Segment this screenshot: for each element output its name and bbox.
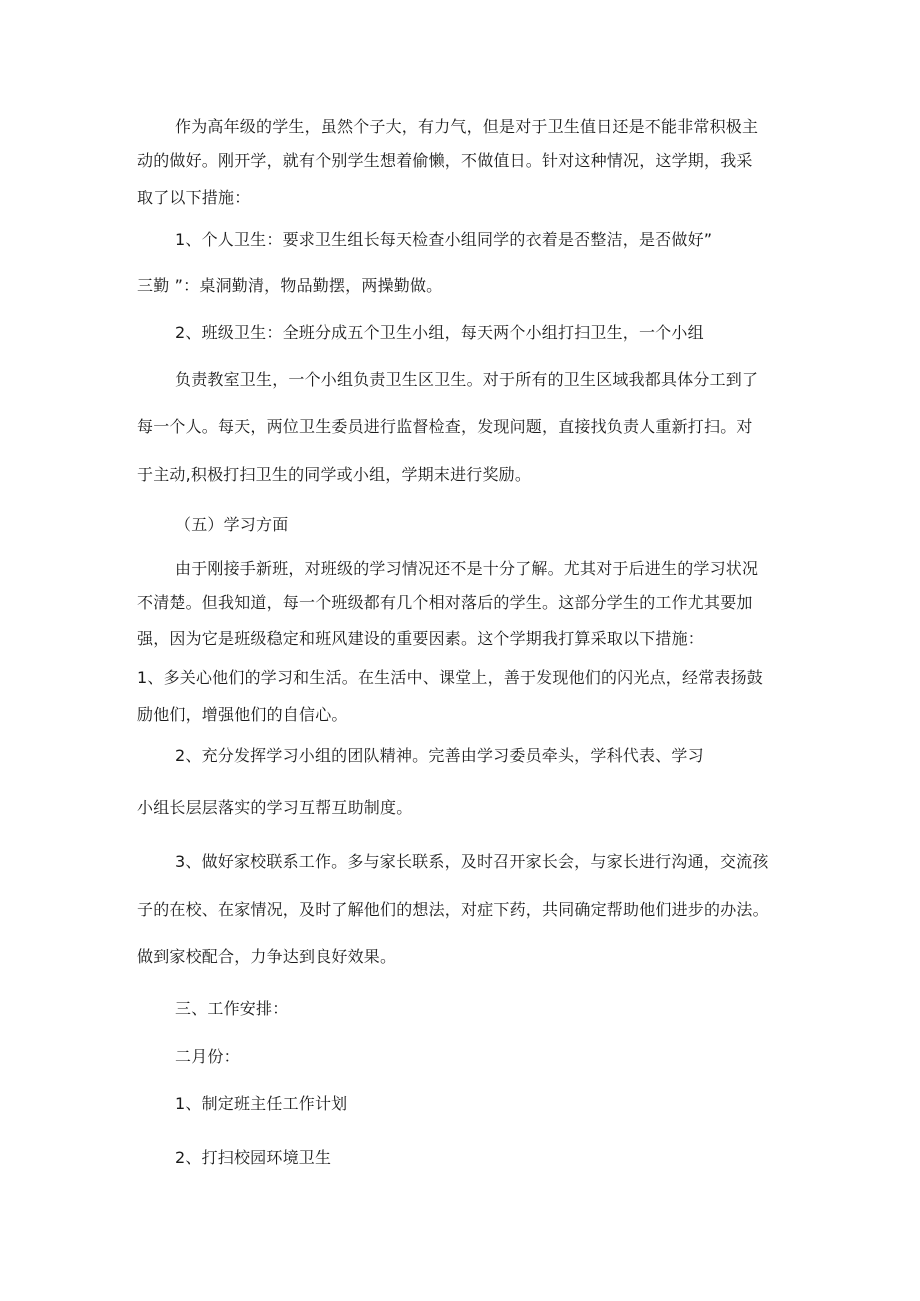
- list-item: 1、制定班主任工作计划: [175, 1094, 348, 1113]
- section-heading: （五）学习方面: [175, 515, 289, 534]
- text-line: 子的在校、在家情况，及时了解他们的想法，对症下药，共同确定帮助他们进步的办法。: [137, 900, 769, 919]
- text-line: 励他们，增强他们的自信心。: [137, 705, 348, 724]
- text-line: 负责教室卫生，一个小组负责卫生区卫生。对于所有的卫生区域我都具体分工到了: [175, 370, 759, 389]
- text-line: 做到家校配合，力争达到良好效果。: [137, 947, 397, 966]
- text-line: 1、多关心他们的学习和生活。在生活中、课堂上，善于发现他们的闪光点，经常表扬鼓: [137, 668, 763, 687]
- text-line: 三勤 ”：桌洞勤清，物品勤摆，两操勤做。: [137, 276, 443, 295]
- text-line: 于主动,积极打扫卫生的同学或小组，学期末进行奖励。: [137, 465, 532, 484]
- list-item: 2、打扫校园环境卫生: [175, 1148, 332, 1167]
- text-line: 不清楚。但我知道，每一个班级都有几个相对落后的学生。这部分学生的工作尤其要加: [137, 593, 753, 612]
- section-heading: 三、工作安排：: [175, 999, 289, 1018]
- text-line: 2、班级卫生：全班分成五个卫生小组，每天两个小组打扫卫生，一个小组: [175, 323, 704, 342]
- text-line: 3、做好家校联系工作。多与家长联系，及时召开家长会，与家长进行沟通，交流孩: [175, 852, 769, 871]
- text-line: 由于刚接手新班，对班级的学习情况还不是十分了解。尤其对于后进生的学习状况: [175, 559, 759, 578]
- text-line: 2、充分发挥学习小组的团队精神。完善由学习委员牵头，学科代表、学习: [175, 746, 704, 765]
- text-line: 每一个人。每天，两位卫生委员进行监督检查，发现问题，直接找负责人重新打扫。对: [137, 417, 753, 436]
- text-line: 动的做好。刚开学，就有个别学生想着偷懒，不做值日。针对这种情况，这学期，我采: [137, 151, 753, 170]
- text-line: 作为高年级的学生，虽然个子大，有力气，但是对于卫生值日还是不能非常积极主: [175, 117, 759, 136]
- text-line: 1、个人卫生：要求卫生组长每天检查小组同学的衣着是否整洁，是否做好”: [175, 230, 713, 249]
- text-line: 二月份：: [175, 1047, 240, 1066]
- text-line: 小组长层层落实的学习互帮互助制度。: [137, 798, 413, 817]
- text-line: 强，因为它是班级稳定和班风建设的重要因素。这个学期我打算采取以下措施：: [137, 629, 705, 648]
- text-line: 取了以下措施：: [137, 188, 251, 207]
